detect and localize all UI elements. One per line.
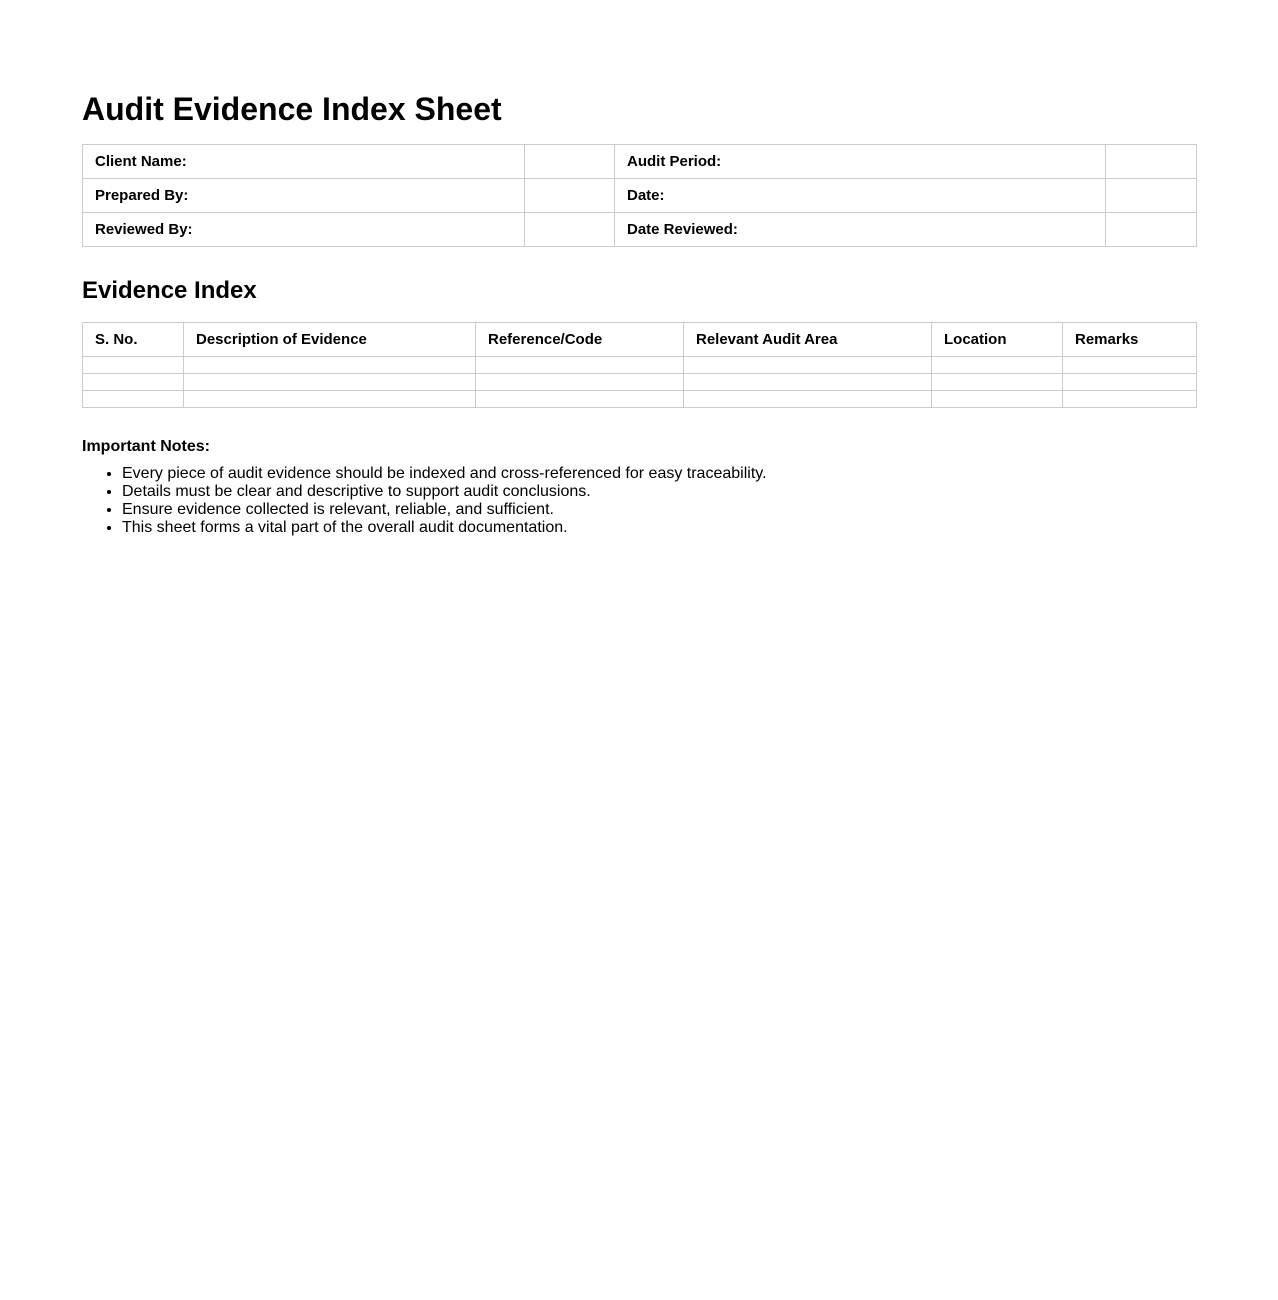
- important-notes-title: Important Notes:: [82, 438, 210, 455]
- important-notes-list: [82, 465, 1196, 537]
- column-header-reference-code: Reference/Code: [476, 323, 684, 357]
- table-cell[interactable]: [932, 374, 1063, 391]
- table-cell[interactable]: [83, 391, 184, 408]
- date-value[interactable]: [1106, 179, 1197, 213]
- document-page: [0, 0, 1278, 537]
- reviewed-by-value[interactable]: [525, 213, 615, 247]
- evidence-index-heading: Evidence Index: [82, 277, 257, 304]
- evidence-index-table: [82, 322, 1197, 408]
- info-row-prepared: [83, 179, 1197, 213]
- table-cell[interactable]: [83, 374, 184, 391]
- audit-period-value[interactable]: [1106, 145, 1197, 179]
- date-reviewed-label: Date Reviewed:: [615, 213, 1106, 247]
- page-title: Audit Evidence Index Sheet: [82, 91, 502, 127]
- table-cell[interactable]: [684, 391, 932, 408]
- date-reviewed-value[interactable]: [1106, 213, 1197, 247]
- list-item: • Ensure evidence collected is relevant, reliable, and sufficient.: [122, 501, 1196, 519]
- list-item: • This sheet forms a vital part of the overall audit documentation.: [122, 519, 1196, 537]
- table-cell[interactable]: [932, 391, 1063, 408]
- column-header-description: Description of Evidence: [184, 323, 476, 357]
- reviewed-by-label: Reviewed By:: [83, 213, 525, 247]
- column-header-s-no: S. No.: [83, 323, 184, 357]
- table-cell[interactable]: [932, 357, 1063, 374]
- date-label: Date:: [615, 179, 1106, 213]
- table-row: [83, 391, 1197, 408]
- table-cell[interactable]: [684, 357, 932, 374]
- table-cell[interactable]: [476, 357, 684, 374]
- table-cell[interactable]: [184, 357, 476, 374]
- table-cell[interactable]: [83, 357, 184, 374]
- audit-info-table: [82, 144, 1197, 247]
- table-cell[interactable]: [476, 391, 684, 408]
- table-row: [83, 374, 1197, 391]
- info-row-client: [83, 145, 1197, 179]
- list-item: • Every piece of audit evidence should be indexed and cross-referenced for easy traceability.: [122, 465, 1196, 483]
- info-row-reviewed: [83, 213, 1197, 247]
- prepared-by-label: Prepared By:: [83, 179, 525, 213]
- table-cell[interactable]: [1063, 357, 1197, 374]
- list-item: • Details must be clear and descriptive to support audit conclusions.: [122, 483, 1196, 501]
- table-cell[interactable]: [184, 391, 476, 408]
- table-cell[interactable]: [476, 374, 684, 391]
- client-name-label: Client Name:: [83, 145, 525, 179]
- prepared-by-value[interactable]: [525, 179, 615, 213]
- column-header-remarks: Remarks: [1063, 323, 1197, 357]
- table-cell[interactable]: [684, 374, 932, 391]
- column-header-location: Location: [932, 323, 1063, 357]
- evidence-header-row: [83, 323, 1197, 357]
- table-row: [83, 357, 1197, 374]
- table-cell[interactable]: [184, 374, 476, 391]
- table-cell[interactable]: [1063, 391, 1197, 408]
- audit-period-label: Audit Period:: [615, 145, 1106, 179]
- client-name-value[interactable]: [525, 145, 615, 179]
- table-cell[interactable]: [1063, 374, 1197, 391]
- column-header-audit-area: Relevant Audit Area: [684, 323, 932, 357]
